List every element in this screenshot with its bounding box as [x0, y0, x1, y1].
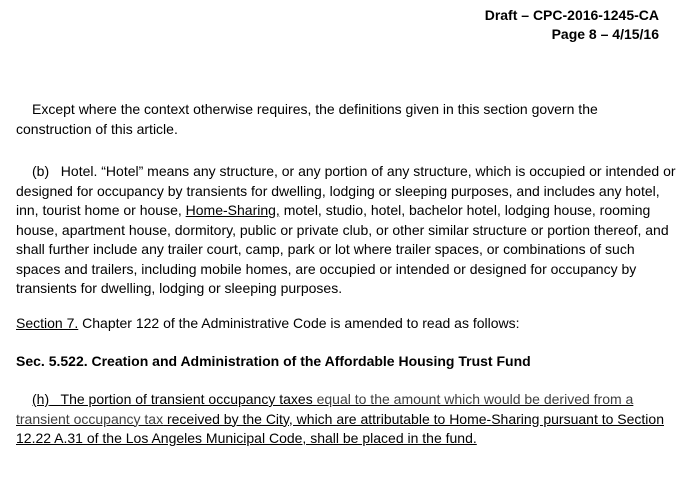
- hotel-definition-label: (b): [32, 163, 50, 179]
- paragraph-h-part3: received by the City, which are attributable to Home-Sharing pursuant to Section 12.22 A.31 of the Los Angeles Municipal Code, shall be placed in the fund.: [16, 410, 664, 446]
- document-header: [485, 6, 659, 44]
- hotel-definition-text-start: Hotel. “Hotel” means any structure, or any portion of any structure, which is occupied or intended or designed for occupancy by transients for dwelling, lodging or sleeping purposes, and includes any hotel, inn, tourist home or house,: [16, 163, 676, 218]
- definitions-intro-text: Except where the context otherwise requires, the definitions given in this section govern the construction of this article.: [16, 101, 598, 137]
- definitions-intro-paragraph: [16, 100, 676, 139]
- section7-text: Chapter 122 of the Administrative Code is amended to read as follows:: [78, 315, 520, 331]
- paragraph-h: [16, 390, 676, 449]
- hotel-definition-paragraph: [16, 162, 676, 299]
- section7-label: Section 7.: [16, 315, 79, 331]
- paragraph-h-text: [16, 391, 664, 446]
- paragraph-h-part2: equal to the amount which would be derived from a transient occupancy tax: [16, 391, 634, 427]
- section7-paragraph: [16, 314, 676, 334]
- paragraph-h-label: (h): [32, 391, 50, 407]
- draft-number: Draft – CPC-2016-1245-CA: [484, 7, 659, 23]
- home-sharing-insertion: Home-Sharing,: [185, 202, 280, 218]
- paragraph-h-part1: The portion of transient occupancy taxes: [60, 391, 317, 407]
- page-number-date: Page 8 – 4/15/16: [551, 26, 659, 42]
- hotel-definition-text-end: motel, studio, hotel, bachelor hotel, lodging house, rooming house, apartment house, dormitory, public or private club, or other similar structure or portion thereof, and shall further include any trailer court, camp, park or lot where trailer spaces, or combinations of such spaces and trailers, including mobile homes, are occupied or intended or designed for occupancy by transients for dwelling, lodging or sleeping purposes.: [16, 202, 669, 296]
- sec5522-heading: Sec. 5.522. Creation and Administration of the Affordable Housing Trust Fund: [16, 353, 531, 369]
